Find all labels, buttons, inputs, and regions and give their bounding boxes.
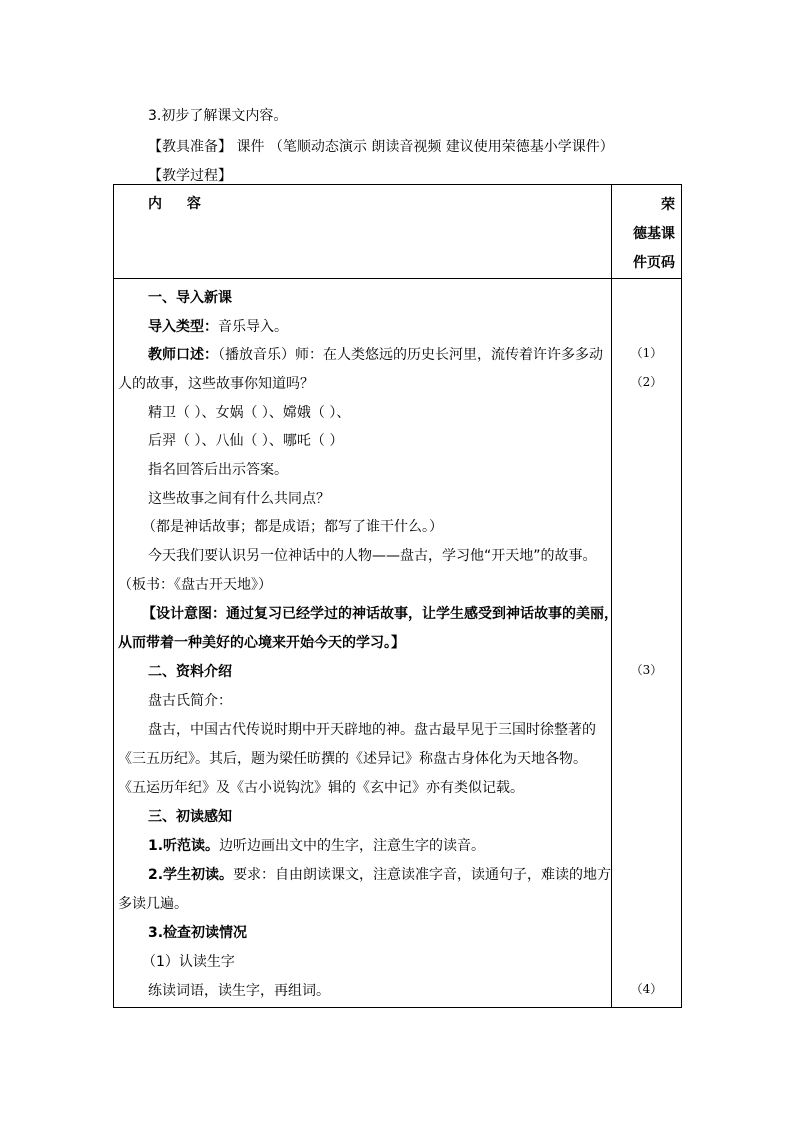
content-line — [114, 344, 603, 364]
page-ref-marker: （2） — [630, 375, 663, 389]
content-line — [114, 835, 603, 855]
content-line: 从而带着一种美好的心境来开始今天的学习。】 — [118, 635, 405, 651]
content-line: （都是神话故事；都是成语；都写了谁干什么。） — [142, 519, 443, 535]
content-line: 练读词语，读生字，再组词。 — [148, 983, 330, 999]
content-line: 精卫（ ）、女娲（ ）、嫦娥（ ）、 — [148, 405, 351, 421]
content-line: （板书：《盘古开天地》） — [118, 577, 272, 593]
content-label: 1.听范读。 — [148, 838, 220, 854]
section-heading: 一、导入新课 — [148, 290, 232, 306]
content-line: 盘古，中国古代传说时期中开天辟地的神。盘古最早见于三国时徐整著的 — [148, 722, 596, 738]
section-heading: 3.检查初读情况 — [148, 925, 248, 941]
content-line: 人的故事，这些故事你知道吗？ — [118, 376, 314, 392]
content-line — [114, 864, 612, 884]
section-heading: 三、初读感知 — [148, 809, 232, 825]
content-text: 音乐导入。 — [218, 319, 288, 335]
content-line: 《五运历年纪》及《古小说钩沈》辑的《玄中记》亦有类似记载。 — [118, 780, 524, 796]
content-text: 边听边画出文中的生字，注意生字的读音。 — [219, 838, 486, 854]
lesson-table — [113, 184, 682, 1008]
header-content: 内 容 — [148, 196, 211, 212]
header-page-line-2: 德基课 — [633, 226, 675, 242]
content-text: （播放音乐）师：在人类悠远的历史长河里，流传着许许多多动 — [218, 347, 603, 363]
equipment-line: 【教具准备】 课件 （笔顺动态演示 朗读音视频 建议使用荣德基小学课件） — [148, 139, 614, 155]
content-cell — [114, 279, 618, 1008]
page-ref-cell — [612, 279, 682, 1008]
page-ref-marker: （4） — [630, 982, 663, 996]
content-line: 这些故事之间有什么共同点？ — [148, 491, 330, 507]
content-line: 指名回答后出示答案。 — [148, 462, 288, 478]
content-label: 教师口述： — [148, 347, 218, 363]
content-line: 今天我们要认识另一位神话中的人物——盘古，学习他“开天地”的故事。 — [148, 548, 597, 564]
header-page-line-1: 荣 — [661, 197, 675, 213]
section-heading: 二、资料介绍 — [148, 664, 232, 680]
content-label: 导入类型： — [148, 319, 218, 335]
page-ref-marker: （3） — [630, 663, 663, 677]
content-text: 要求：自由朗读课文，注意读准字音，读通句子，难读的地方 — [233, 867, 612, 883]
header-content-cell — [114, 185, 612, 279]
header-page-line-3: 件页码 — [633, 255, 675, 271]
content-line: 【设计意图：通过复习已经学过的神话故事，让学生感受到神话故事的美丽， — [142, 606, 618, 622]
content-line — [114, 316, 603, 336]
content-line: 多读几遍。 — [118, 896, 188, 912]
content-line: 盘古氏简介： — [148, 693, 232, 709]
content-line: 后羿（ ）、八仙（ ）、哪吒（ ） — [148, 433, 344, 449]
objective-3: 3.初步了解课文内容。 — [148, 108, 288, 124]
content-line: （1）认读生字 — [142, 954, 235, 970]
header-page-cell — [612, 185, 682, 279]
header-page-label — [612, 185, 681, 278]
content-line: 《三五历纪》。其后，题为梁任昉撰的《述异记》称盘古身体化为天地各物。 — [118, 751, 587, 767]
content-label: 2.学生初读。 — [148, 867, 234, 883]
process-heading: 【教学过程】 — [148, 168, 232, 184]
page-ref-marker: （1） — [630, 346, 663, 360]
